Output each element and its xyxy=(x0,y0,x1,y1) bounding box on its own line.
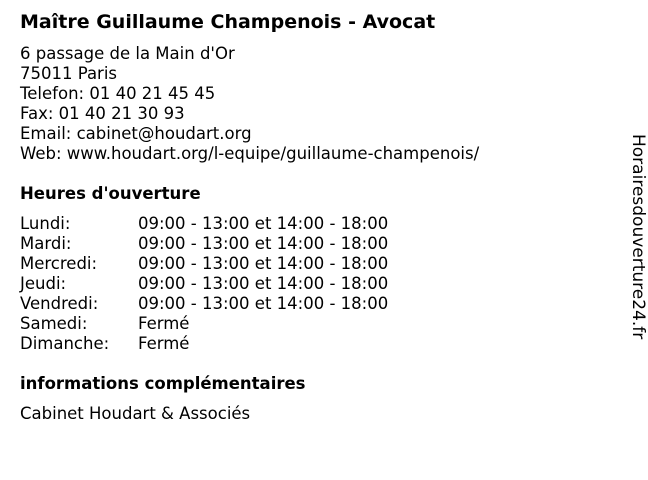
day-label: Vendredi: xyxy=(20,294,99,313)
additional-info-heading: informations complémentaires xyxy=(20,374,306,393)
day-label: Lundi: xyxy=(20,214,71,233)
fax-number: Fax: 01 40 21 30 93 xyxy=(20,104,185,123)
time-value: 09:00 - 13:00 et 14:00 - 18:00 xyxy=(138,234,389,253)
day-label: Mercredi: xyxy=(20,254,98,273)
contact-block xyxy=(20,44,479,164)
time-value: Fermé xyxy=(138,314,190,333)
day-label: Dimanche: xyxy=(20,334,110,353)
time-value: 09:00 - 13:00 et 14:00 - 18:00 xyxy=(138,254,389,273)
phone-number: Telefon: 01 40 21 45 45 xyxy=(20,84,216,103)
day-label: Jeudi: xyxy=(20,274,67,293)
time-value: Fermé xyxy=(138,334,190,353)
additional-info-text: Cabinet Houdart & Associés xyxy=(20,404,251,423)
page-title: Maître Guillaume Champenois - Avocat xyxy=(20,11,436,33)
site-watermark: Horairesdouverture24.fr xyxy=(628,134,648,340)
address-street: 6 passage de la Main d'Or xyxy=(20,44,235,63)
opening-hours-heading: Heures d'ouverture xyxy=(20,184,201,203)
address-city: 75011 Paris xyxy=(20,64,118,83)
time-value: 09:00 - 13:00 et 14:00 - 18:00 xyxy=(138,214,389,233)
time-value: 09:00 - 13:00 et 14:00 - 18:00 xyxy=(138,274,389,293)
time-value: 09:00 - 13:00 et 14:00 - 18:00 xyxy=(138,294,389,313)
day-label: Samedi: xyxy=(20,314,88,333)
email-address: Email: cabinet@houdart.org xyxy=(20,124,252,143)
day-label: Mardi: xyxy=(20,234,72,253)
website-link: Web: www.houdart.org/l-equipe/guillaume-champenois/ xyxy=(20,144,480,163)
